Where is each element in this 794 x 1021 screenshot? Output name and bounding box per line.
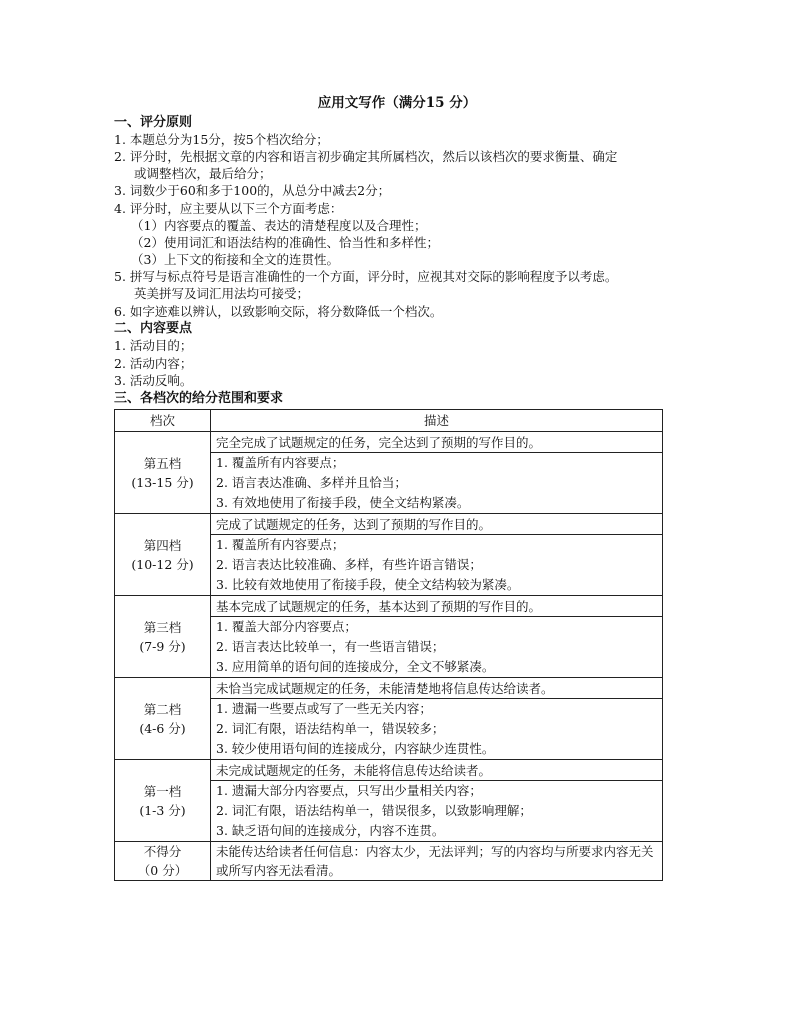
level-name: 第二档 <box>143 701 182 717</box>
requirement-item: 1. 遗漏大部分内容要点，只写出少量相关内容； <box>216 783 482 798</box>
principle-line-1: 1. 本题总分为15分，按5个档次给分； <box>114 132 329 147</box>
level-summary: 基本完成了试题规定的任务，基本达到了预期的写作目的。 <box>211 596 663 617</box>
principle-line-4-1: （1）内容要点的覆盖、表达的清楚程度以及合理性； <box>131 218 427 233</box>
level-requirements <box>211 617 663 678</box>
requirement-item: 3. 应用简单的语句间的连接成分，全文不够紧凑。 <box>216 659 495 674</box>
requirement-item: 2. 语言表达比较准确、多样，有些许语言错误； <box>216 557 482 572</box>
principle-line-2-cont: 或调整档次，最后给分； <box>134 166 272 181</box>
content-point-3: 3. 活动反响。 <box>114 373 193 388</box>
level-cell <box>115 514 211 596</box>
section-heading-principles: 一、评分原则 <box>114 115 193 130</box>
content-point-1: 1. 活动目的； <box>114 338 193 353</box>
nograde-description: 未能传达给读者任何信息：内容太少，无法评判；写的内容均与所要求内容无关或所写内容无法看清。 <box>211 842 663 881</box>
column-header-level: 档次 <box>115 410 211 432</box>
document-title: 应用文写作（满分15 分） <box>317 95 477 111</box>
requirement-item: 1. 覆盖大部分内容要点； <box>216 619 357 634</box>
level-name: 第四档 <box>143 537 182 553</box>
level-summary: 未恰当完成试题规定的任务，未能清楚地将信息传达给读者。 <box>211 678 663 699</box>
principle-line-5-cont: 英美拼写及词汇用法均可接受； <box>134 286 310 301</box>
section-heading-grade-levels: 三、各档次的给分范围和要求 <box>114 391 284 406</box>
table-row <box>115 760 663 781</box>
level-range: (10-12 分) <box>131 556 194 572</box>
level-cell <box>115 760 211 842</box>
grading-table <box>114 409 663 881</box>
level-requirements <box>211 699 663 760</box>
level-summary: 完成了试题规定的任务，达到了预期的写作目的。 <box>211 514 663 535</box>
level-range: （0 分） <box>137 863 188 878</box>
level-summary: 完全完成了试题规定的任务，完全达到了预期的写作目的。 <box>211 432 663 453</box>
level-requirements <box>211 535 663 596</box>
level-name: 第五档 <box>143 455 182 471</box>
level-range: (1-3 分) <box>139 802 186 818</box>
level-name: 第三档 <box>143 619 182 635</box>
principle-line-4-2: （2）使用词汇和语法结构的准确性、恰当性和多样性； <box>131 235 439 250</box>
level-range: (4-6 分) <box>139 720 186 736</box>
table-row <box>115 596 663 617</box>
requirement-item: 3. 较少使用语句间的连接成分，内容缺少连贯性。 <box>216 741 495 756</box>
table-row <box>115 678 663 699</box>
level-range: (13-15 分) <box>131 474 194 490</box>
content-point-2: 2. 活动内容； <box>114 356 193 371</box>
requirement-item: 3. 缺乏语句间的连接成分，内容不连贯。 <box>216 823 445 838</box>
level-name: 不得分 <box>143 844 182 859</box>
column-header-description: 描述 <box>211 410 663 432</box>
level-cell <box>115 842 211 881</box>
table-row <box>115 842 663 881</box>
section-heading-content-points: 二、内容要点 <box>114 321 193 336</box>
requirement-item: 1. 覆盖所有内容要点； <box>216 455 345 470</box>
requirement-item: 3. 比较有效地使用了衔接手段，使全文结构较为紧凑。 <box>216 577 520 592</box>
level-range: (7-9 分) <box>139 638 186 654</box>
level-cell <box>115 432 211 514</box>
requirement-item: 2. 语言表达比较单一，有一些语言错误； <box>216 639 445 654</box>
principle-line-5: 5. 拼写与标点符号是语言准确性的一个方面，评分时，应视其对交际的影响程度予以考虑。 <box>114 269 618 284</box>
principle-line-2: 2. 评分时，先根据文章的内容和语言初步确定其所属档次，然后以该档次的要求衡量、确定 <box>114 149 618 164</box>
requirement-item: 3. 有效地使用了衔接手段，使全文结构紧凑。 <box>216 495 470 510</box>
level-cell <box>115 678 211 760</box>
principle-line-4-3: （3）上下文的衔接和全文的连贯性。 <box>131 252 339 267</box>
principle-line-4: 4. 评分时，应主要从以下三个方面考虑： <box>114 201 343 216</box>
level-summary: 未完成试题规定的任务，未能将信息传达给读者。 <box>211 760 663 781</box>
table-row <box>115 514 663 535</box>
requirement-item: 2. 词汇有限，语法结构单一，错误较多； <box>216 721 445 736</box>
requirement-item: 1. 遗漏一些要点或写了一些无关内容； <box>216 701 432 716</box>
requirement-item: 2. 语言表达准确、多样并且恰当； <box>216 475 407 490</box>
level-cell <box>115 596 211 678</box>
level-requirements <box>211 781 663 842</box>
requirement-item: 1. 覆盖所有内容要点； <box>216 537 345 552</box>
level-requirements <box>211 453 663 514</box>
requirement-item: 2. 词汇有限，语法结构单一，错误很多，以致影响理解； <box>216 803 532 818</box>
table-row <box>115 432 663 453</box>
principle-line-6: 6. 如字迹难以辨认，以致影响交际，将分数降低一个档次。 <box>114 304 443 319</box>
level-name: 第一档 <box>143 783 182 799</box>
principle-line-3: 3. 词数少于60和多于100的，从总分中减去2分； <box>114 183 391 198</box>
table-header-row <box>115 410 663 432</box>
